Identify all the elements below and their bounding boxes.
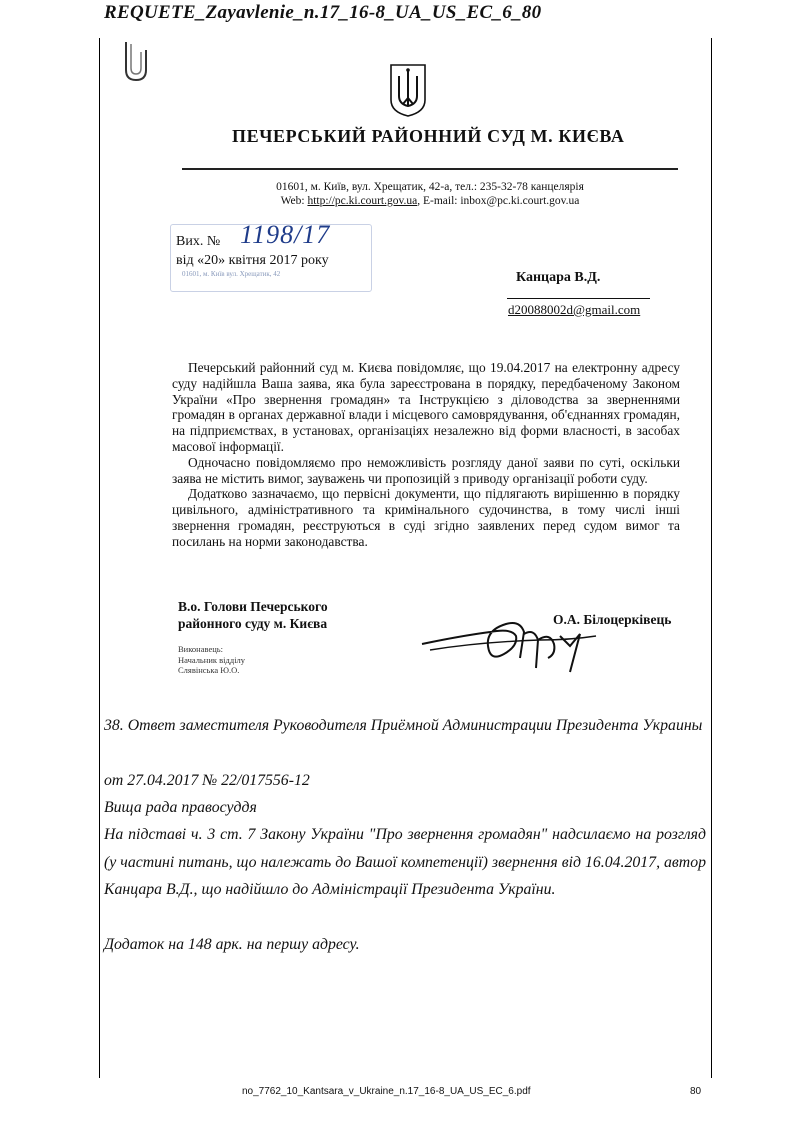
executor-note: [178, 644, 245, 676]
stamp-text: 01601, м. Київ вул. Хрещатик, 42: [182, 270, 281, 278]
annotation-addressee: Вища рада правосуддя: [104, 799, 257, 816]
court-website-link[interactable]: http://pc.ki.court.gov.ua: [307, 195, 418, 207]
executor-line: Слявінська Ю.О.: [178, 665, 240, 675]
signer-title-line: В.о. Голови Печерського: [178, 599, 328, 614]
page-number: 80: [690, 1086, 702, 1097]
recipient-name: Канцара В.Д.: [516, 270, 601, 285]
reference-label: Вих. №: [176, 234, 221, 249]
annotation-date: от 27.04.2017 № 22/017556-12: [104, 772, 310, 789]
executor-line: Начальник відділу: [178, 654, 246, 665]
document-header-title: REQUETE_Zayavlenie_n.17_16-8_UA_US_EC_6_80: [104, 2, 542, 23]
recipient-email[interactable]: d20088002d@gmail.com: [508, 302, 641, 317]
coat-of-arms-icon: [388, 62, 428, 118]
letter-body: [172, 360, 680, 550]
address-contacts: [240, 194, 620, 208]
footer-filename: no_7762_10_Kantsara_v_Ukraine_n.17_16-8_UA_US_EC_6.pdf: [242, 1086, 531, 1097]
signer-name: О.А. Білоцерківець: [553, 612, 672, 627]
reference-number: 1198/17: [240, 220, 331, 249]
annotation-text: На підставі ч. 3 ст. 7 Закону України "Про звернення громадян" надсилаємо на розгляд (у частині питань, що належать до Вашої компетенції) звернення від 16.04.2017, автор Канцара В.Д., що надійшло до Адміністрації Президента України.: [104, 826, 706, 899]
annotation-item: 38. Ответ заместителя Руководителя Приёмной Администрации Президента Украины: [104, 717, 703, 734]
web-label: Web:: [280, 195, 308, 207]
left-margin-line: [99, 38, 100, 1078]
court-name: ПЕЧЕРСЬКИЙ РАЙОННИЙ СУД М. КИЄВА: [232, 126, 625, 146]
recipient-rule: [507, 298, 650, 299]
signer-title: [178, 598, 328, 632]
executor-line: Виконавець:: [178, 644, 224, 654]
address-line: 01601, м. Київ, вул. Хрещатик, 42-а, тел.: 235-32-78 канцелярія: [276, 181, 584, 193]
annotation-attachment: Додаток на 148 арк. на першу адресу.: [104, 936, 360, 953]
reference-date: від «20» квітня 2017 року: [176, 253, 329, 268]
letter-paragraph: Печерський районний суд м. Києва повідомляє, що 19.04.2017 на електронну адресу суду надійшла Ваша заява, яка була зареєстрована в порядку, передбаченому Законом України «Про звернення громадян» та Інструкцією з діловодства за зверненнями громадян в органах державної влади і місцевого самоврядування, об'єднаннях громадян, на підприємствах, в установах, організаціях незалежно від форми власності, в засобах масової інформації.: [172, 360, 680, 454]
right-margin-line: [711, 38, 712, 1078]
letter-paragraph: Додатково зазначаємо, що первісні документи, що підлягають вирішенню в порядку цивільного, адміністративного та кримінального судочинства, в тому числі інші звернення громадян, реєструються в суді згідно заявлених перед судом вимог та посилань на норми законодавства.: [172, 486, 680, 549]
court-address: [240, 180, 620, 208]
letterhead-rule: [182, 168, 678, 170]
court-email: , E-mail: inbox@pc.ki.court.gov.ua: [417, 195, 580, 207]
letter-paragraph: Одночасно повідомляємо про неможливість розгляду даної заяви по суті, оскільки заява не містить вимог, зауважень чи пропозицій з приводу організації роботи суду.: [172, 454, 680, 486]
signer-title-line: районного суду м. Києва: [178, 616, 328, 631]
